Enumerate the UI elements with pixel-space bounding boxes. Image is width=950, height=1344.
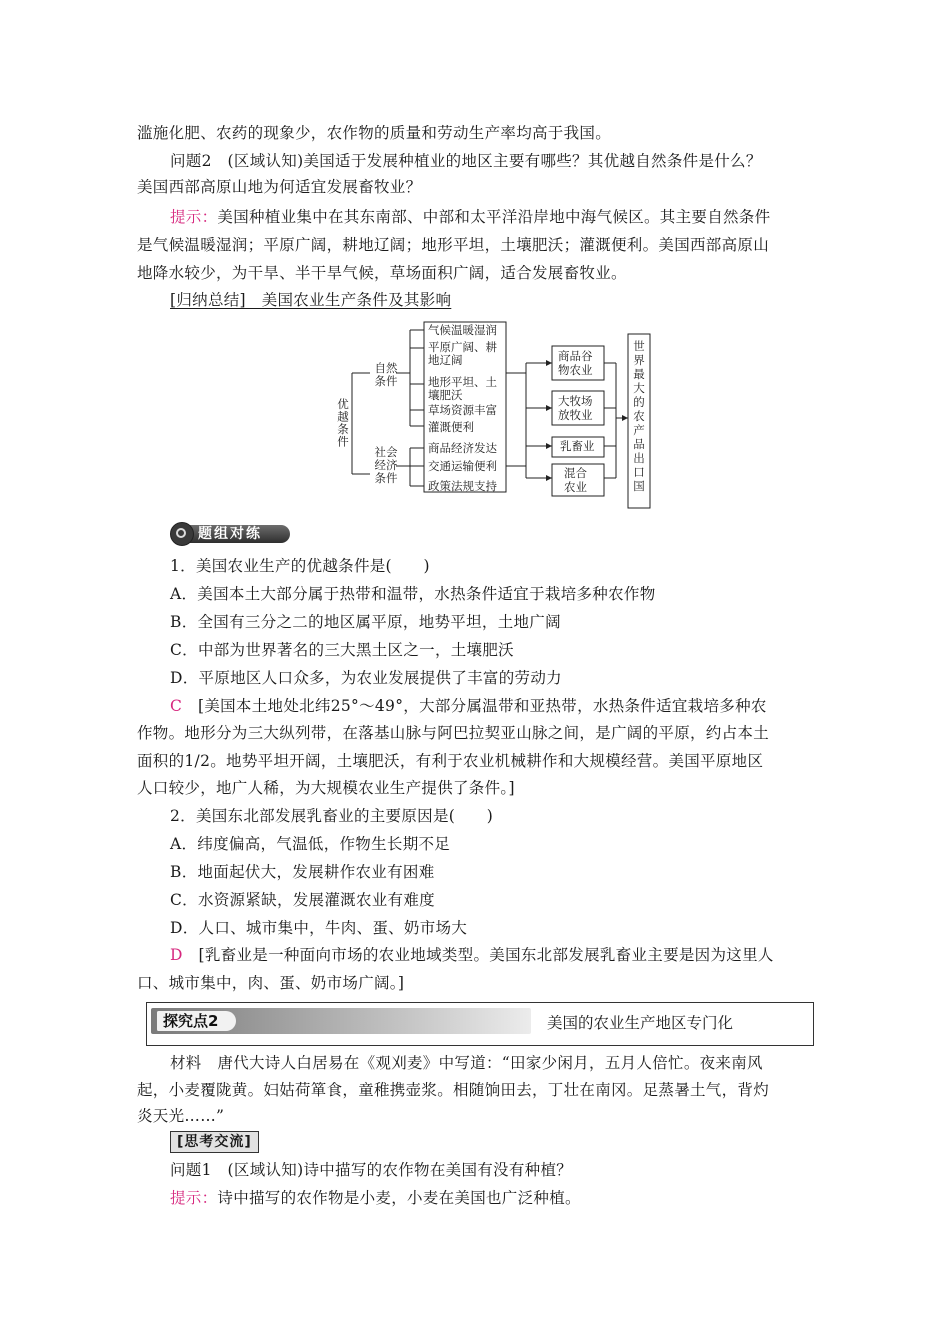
ex1-answer: C: [170, 697, 183, 715]
ex2-option-b: B．地面起伏大，发展耕作农业有困难: [170, 863, 435, 881]
ex1-option-c: C．中部为世界著名的三大黑土区之一，土壤肥沃: [170, 641, 514, 659]
badge-label: 题组对练: [198, 526, 262, 542]
ex2-option-a: A．纬度偏高，气温低，作物生长期不足: [170, 835, 451, 853]
ex2-stem: 2．美国东北部发展乳畜业的主要原因是( ): [170, 807, 494, 825]
ex2-answer: D: [170, 946, 183, 964]
summary-heading: [170, 290, 817, 310]
ex1-exp1-text: [美国本土地处北纬25°～49°，大部分属温带和亚热带，水热条件适宜栽培多种农: [182, 697, 767, 715]
question-2-line1: 问题2 (区域认知)美国适于发展种植业的地区主要有哪些？其优越自然条件是什么？: [170, 152, 762, 170]
outcome-1a: 商品谷: [558, 349, 593, 363]
think-exchange-tag: [思考交流]: [170, 1131, 259, 1153]
material-line1: 材料 唐代大诗人白居易在《观刈麦》中写道：“田家少闲月，五月人倍忙。夜来南风: [170, 1054, 763, 1072]
hint-1-line: [170, 1188, 817, 1208]
hint-label: 提示：: [170, 208, 218, 226]
conditions-diagram: [330, 318, 660, 510]
ex1-option-a: A．美国本土大部分属于热带和温带，水热条件适宜于栽培多种农作物: [170, 585, 656, 603]
ex1-explanation-2: 作物。地形分为三大纵列带，在落基山脉与阿巴拉契亚山脉之间，是广阔的平原，约占本土: [137, 724, 770, 742]
diagram-result: 世界最大的农产品出口国: [632, 340, 646, 494]
practice-badge: [170, 522, 292, 546]
natural-item-1: 气候温暖湿润: [428, 323, 497, 337]
ex2-option-c: C．水资源紧缺，发展灌溉农业有难度: [170, 891, 435, 909]
intro-tail: 滥施化肥、农药的现象少，农作物的质量和劳动生产率均高于我国。: [137, 124, 612, 142]
outcome-3: 乳畜业: [560, 439, 595, 453]
diagram-social: 社会经济条件: [374, 445, 398, 485]
social-item-1: 商品经济发达: [428, 441, 497, 455]
ex2-explanation-1: [170, 945, 817, 965]
explore-tab: [151, 1008, 531, 1034]
ex1-option-b: B．全国有三分之二的地区属平原，地势平坦，土地广阔: [170, 613, 561, 631]
outcome-1b: 物农业: [558, 363, 593, 377]
hint-2-line3: 地降水较少，为干旱、半干旱气候，草场面积广阔，适合发展畜牧业。: [137, 264, 627, 282]
social-item-3: 政策法规支持: [428, 479, 497, 493]
hint-text: 美国种植业集中在其东南部、中部和太平洋沿岸地中海气候区。其主要自然条件: [217, 208, 771, 226]
question-1-line: 问题1 (区域认知)诗中描写的农作物在美国有没有种植？: [170, 1161, 573, 1179]
outcome-4b: 农业: [564, 480, 587, 494]
natural-item-5: 壤肥沃: [428, 388, 463, 402]
ex2-option-d: D．人口、城市集中，牛肉、蛋、奶市场大: [170, 919, 468, 937]
outcome-2b: 放牧业: [558, 408, 593, 422]
material-line2: 起，小麦覆陇黄。妇姑荷箪食，童稚携壶浆。相随饷田去，丁壮在南冈。足蒸暑土气，背灼: [137, 1081, 770, 1099]
explore-title: 美国的农业生产地区专门化: [547, 1014, 734, 1032]
ex1-stem: 1．美国农业生产的优越条件是( ): [170, 557, 430, 575]
ex1-explanation-4: 人口较少，地广人稀，为大规模农业生产提供了条件。]: [137, 779, 515, 797]
diagram-root: 优越条件: [336, 398, 350, 448]
hint-1-label: 提示：: [170, 1189, 218, 1207]
explore-tab-label: 探究点2: [157, 1011, 236, 1031]
summary-heading-text: [归纳总结] 美国农业生产条件及其影响: [170, 291, 452, 309]
social-item-2: 交通运输便利: [428, 459, 497, 473]
ex1-explanation-3: 面积的1/2。地势平坦开阔，土壤肥沃，有利于农业机械耕作和大规模经营。美国平原地区: [137, 752, 764, 770]
material-line3: 炎天光……”: [137, 1107, 225, 1125]
hint-2-line2: 是气候温暖湿润；平原广阔，耕地辽阔；地形平坦，土壤肥沃；灌溉便利。美国西部高原山: [137, 236, 770, 254]
outcome-2a: 大牧场: [558, 394, 593, 408]
natural-item-4: 地形平坦、土: [428, 375, 497, 389]
natural-item-3: 地辽阔: [428, 353, 463, 367]
natural-item-7: 灌溉便利: [428, 420, 474, 434]
ex2-exp1-text: [乳畜业是一种面向市场的农业地域类型。美国东北部发展乳畜业主要是因为这里人: [182, 946, 774, 964]
hint-2-line1: [170, 207, 817, 227]
hint-1-text: 诗中描写的农作物是小麦，小麦在美国也广泛种植。: [217, 1189, 581, 1207]
natural-item-2: 平原广阔、耕: [428, 340, 497, 354]
outcome-4a: 混合: [564, 466, 587, 480]
ex1-option-d: D．平原地区人口众多，为农业发展提供了丰富的劳动力: [170, 669, 562, 687]
explore-section-header: [146, 1002, 814, 1046]
question-2-line2: 美国西部高原山地为何适宜发展畜牧业？: [137, 178, 422, 196]
natural-item-6: 草场资源丰富: [428, 403, 497, 417]
ex1-explanation-1: [170, 696, 817, 716]
diagram-natural: 自然条件: [374, 361, 398, 388]
ex2-explanation-2: 口、城市集中，肉、蛋、奶市场广阔。]: [137, 974, 405, 992]
target-icon: [170, 522, 194, 546]
